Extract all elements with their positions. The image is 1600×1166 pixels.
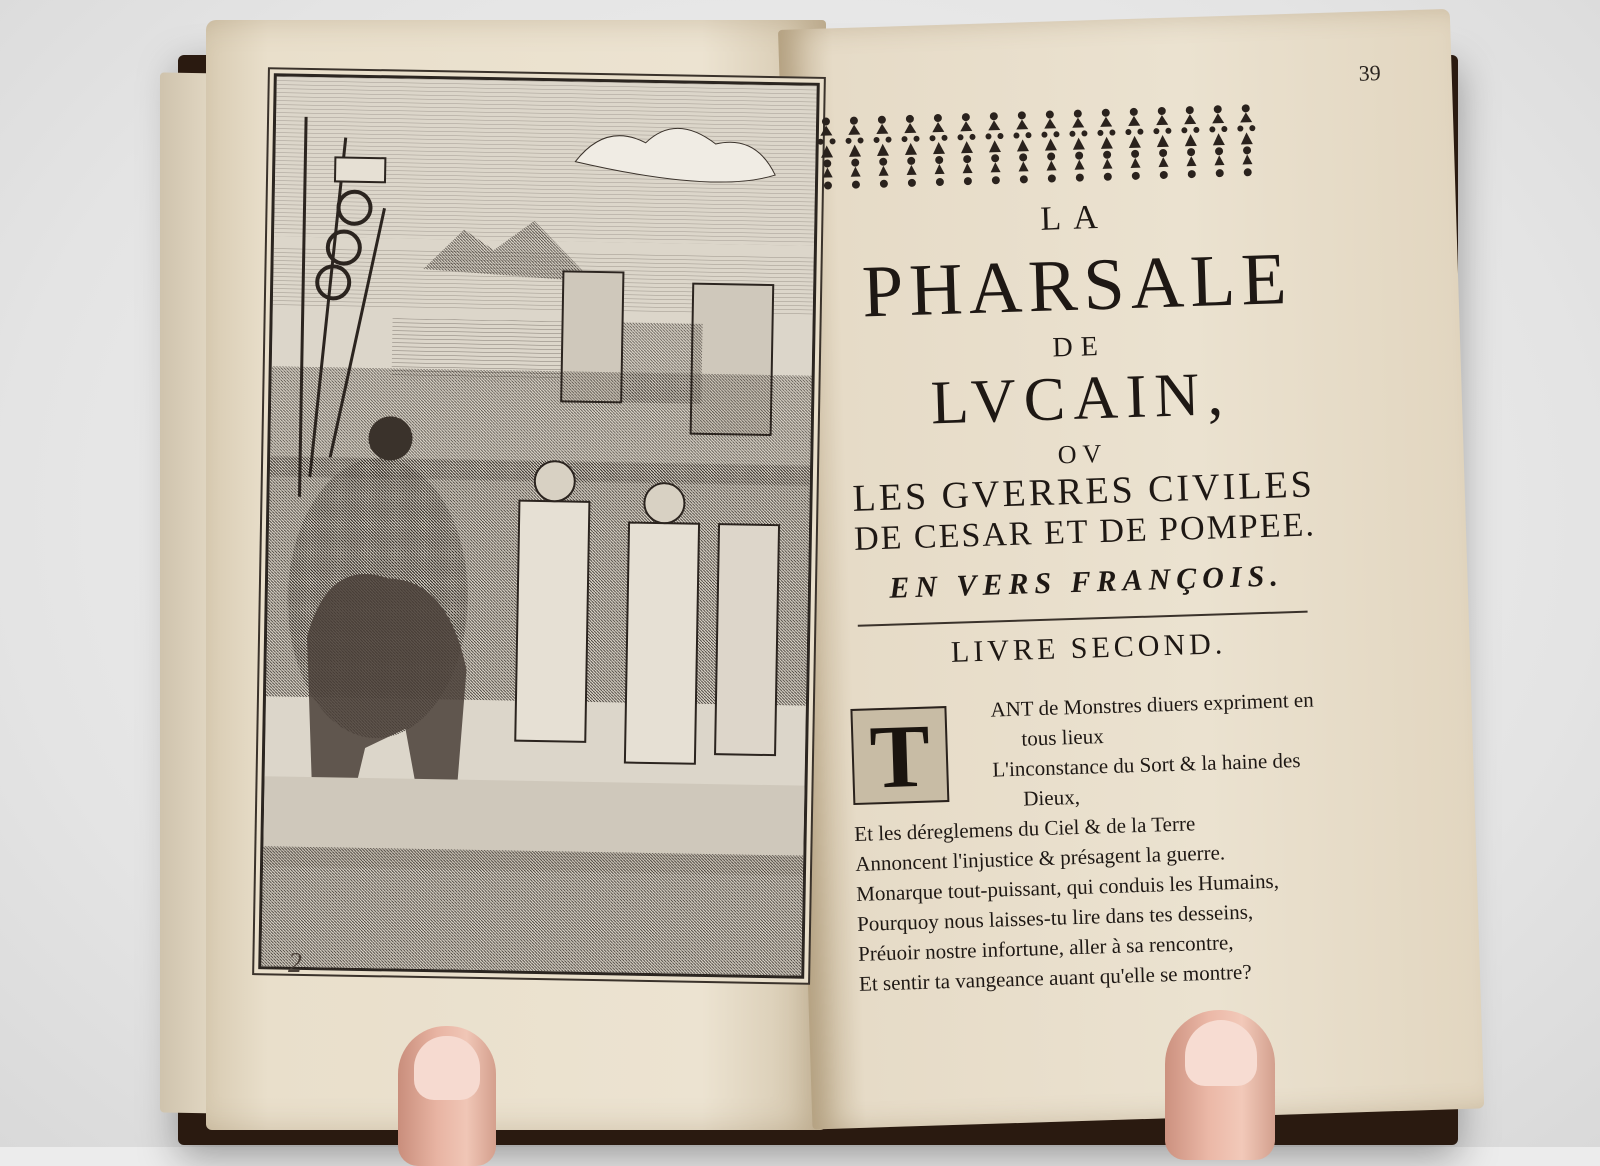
verse-line: tous lieux xyxy=(1021,724,1105,751)
right-thumb xyxy=(1165,1010,1275,1160)
title-page xyxy=(810,41,1451,1060)
verse-line: Monarque tout-puissant, qui conduis les Humains, xyxy=(855,868,1280,906)
title-guerres-civiles: LES GVERRES CIVILES xyxy=(851,463,1316,520)
title-de: DE xyxy=(1052,330,1107,364)
left-thumb xyxy=(398,1026,496,1166)
drop-cap-letter: T xyxy=(868,706,932,808)
verse-line: ANT de Monstres diuers expriment en xyxy=(990,687,1315,722)
fleuron-ornament-band xyxy=(812,98,1274,198)
verse-block xyxy=(850,683,1379,999)
verse-line: Et sentir ta vangeance auant qu'elle se montre? xyxy=(858,959,1252,996)
frontispiece-engraving xyxy=(258,73,820,978)
title-en-vers: EN VERS FRANÇOIS. xyxy=(888,559,1285,605)
verse-line: Et les déreglemens du Ciel & de la Terre xyxy=(853,811,1196,846)
title-ou: OV xyxy=(1057,438,1108,470)
folio-number: 39 xyxy=(1358,60,1382,86)
verse-line: Annoncent l'injustice & présagent la guerre. xyxy=(854,840,1226,876)
verse-line: L'inconstance du Sort & la haine des xyxy=(992,747,1301,782)
title-pharsale: PHARSALE xyxy=(860,237,1294,334)
verse-line: Préuoir nostre infortune, aller à sa rencontre, xyxy=(857,930,1234,966)
title-cesar-pompee: DE CESAR ET DE POMPEE. xyxy=(853,506,1317,558)
book-heading: LIVRE SECOND. xyxy=(950,627,1227,669)
verse-line: Dieux, xyxy=(1022,784,1081,811)
engraving-illustration xyxy=(261,76,816,975)
title-la: LA xyxy=(1039,198,1111,238)
plate-number: 2 xyxy=(288,948,302,979)
verse-line: Pourquoy nous laisses-tu lire dans tes desseins, xyxy=(856,899,1254,936)
title-rule xyxy=(858,611,1308,627)
title-lucain: LVCAIN, xyxy=(929,359,1232,438)
